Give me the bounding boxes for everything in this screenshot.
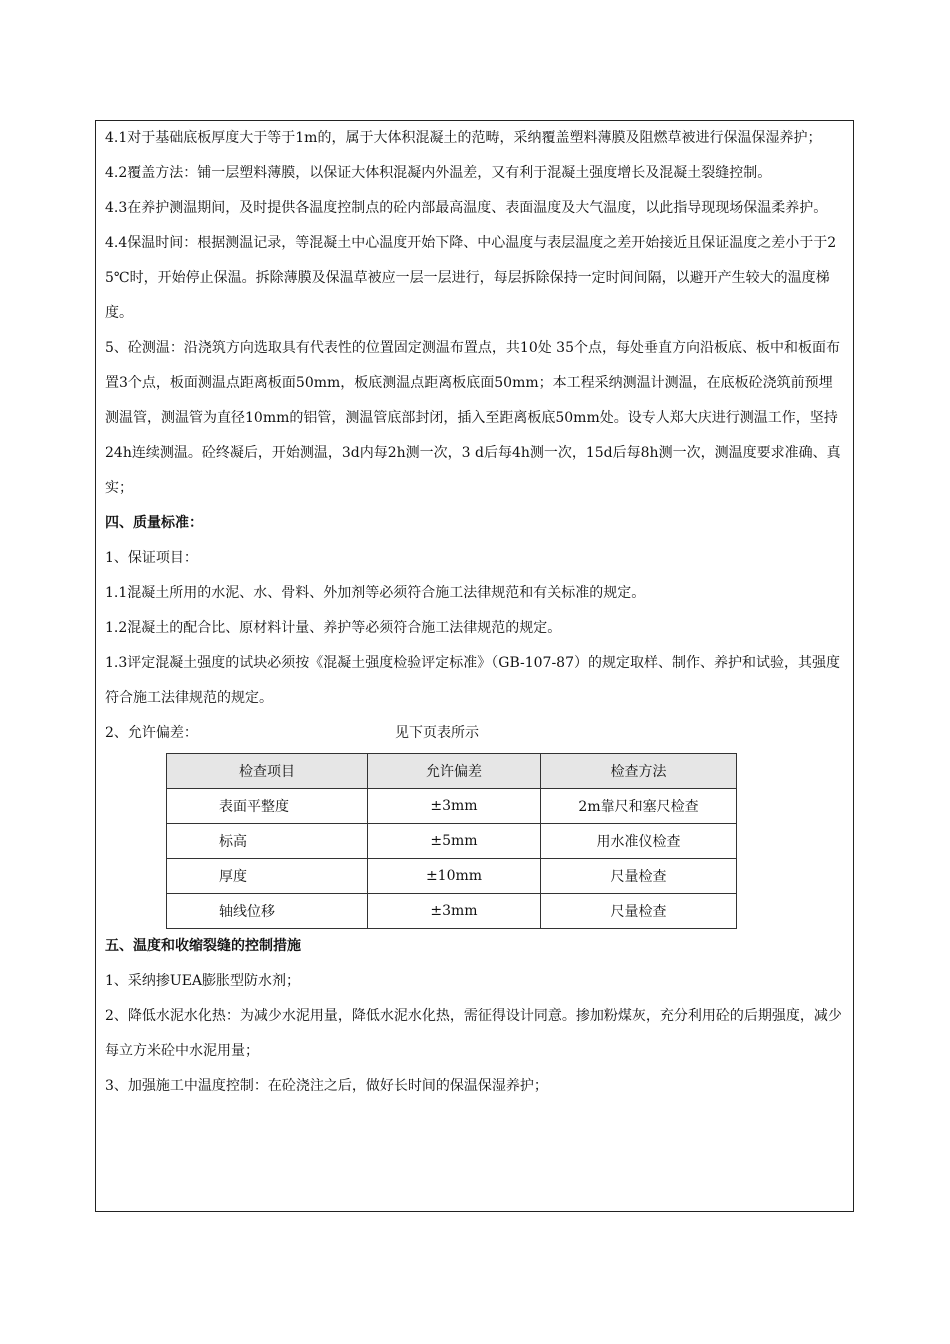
table-row: [167, 859, 737, 894]
paragraph-4-3: 4.3在养护测温期间，及时提供各温度控制点的砼内部最高温度、表面温度及大气温度，以此指导现现场保温柔养护。: [105, 200, 828, 216]
tolerance-table: [166, 753, 737, 929]
table-header: 检查项目: [167, 754, 368, 789]
paragraph-5: 5、砼测温：沿浇筑方向选取具有代表性的位置固定测温布置点，共10处 35个点，每处垂直方向沿板底、板中和板面布置3个点，板面测温点距离板面50mm，板底测温点距离板底面50mm；本工程采纳测温计测温，在底板砼浇筑前预埋测温管，测温管为直径10mm的铝管，测温管底部封闭，插入至距离板底50mm处。设专人郑大庆进行测温工作，坚持24h连续测温。砼终凝后，开始测温，3d内每2h测一次，3 d后每4h测一次，15d后每8h测一次，测温度要求准确、真实；: [105, 340, 841, 496]
table-header: 允许偏差: [368, 754, 541, 789]
table-cell: 2m靠尺和塞尺检查: [541, 789, 737, 824]
table-cell: 表面平整度: [167, 789, 368, 824]
table-row: [167, 824, 737, 859]
item-1-2: 1.2混凝土的配合比、原材料计量、养护等必须符合施工法律规范的规定。: [105, 620, 562, 636]
guarantee-items-label: 1、保证项目：: [105, 550, 198, 566]
table-cell: ±5mm: [368, 824, 541, 859]
table-cell: 厚度: [167, 859, 368, 894]
table-wrapper: [105, 751, 846, 929]
table-cell: ±3mm: [368, 894, 541, 929]
table-cell: 轴线位移: [167, 894, 368, 929]
tolerance-row: [105, 716, 846, 751]
document-frame: [95, 120, 854, 1212]
table-cell: ±3mm: [368, 789, 541, 824]
tolerance-note: 见下页表所示: [395, 725, 479, 741]
section-5-heading: 五、温度和收缩裂缝的控制措施: [105, 938, 301, 954]
paragraph-4-1: 4.1对于基础底板厚度大于等于1m的，属于大体积混凝土的范畴，采纳覆盖塑料薄膜及阻燃草被进行保温保湿养护；: [105, 130, 822, 146]
measure-3: 3、加强施工中温度控制：在砼浇注之后，做好长时间的保温保湿养护；: [105, 1078, 548, 1094]
table-row: [167, 789, 737, 824]
table-cell: 尺量检查: [541, 859, 737, 894]
table-row: [167, 894, 737, 929]
item-1-1: 1.1混凝土所用的水泥、水、骨料、外加剂等必须符合施工法律规范和有关标准的规定。: [105, 585, 646, 601]
tolerance-label: 2、允许偏差：: [105, 725, 198, 741]
table-cell: 尺量检查: [541, 894, 737, 929]
measure-2: 2、降低水泥水化热：为减少水泥用量，降低水泥水化热，需征得设计同意。掺加粉煤灰，充分利用砼的后期强度，减少每立方米砼中水泥用量；: [105, 1008, 842, 1059]
table-cell: ±10mm: [368, 859, 541, 894]
table-header-row: [167, 754, 737, 789]
table-cell: 用水准仪检查: [541, 824, 737, 859]
section-4-heading: 四、质量标准：: [105, 515, 203, 531]
table-cell: 标高: [167, 824, 368, 859]
document-content: [105, 121, 846, 1104]
item-1-3: 1.3评定混凝土强度的试块必须按《混凝土强度检验评定标准》（GB-107-87）的规定取样、制作、养护和试验，其强度符合施工法律规范的规定。: [105, 655, 840, 706]
paragraph-4-2: 4.2覆盖方法：铺一层塑料薄膜，以保证大体积混凝内外温差，又有利于混凝土强度增长及混凝土裂缝控制。: [105, 165, 772, 181]
measure-1: 1、采纳掺UEA膨胀型防水剂；: [105, 973, 301, 989]
paragraph-4-4: 4.4保温时间：根据测温记录，等混凝土中心温度开始下降、中心温度与表层温度之差开始接近且保证温度之差小于于25℃时，开始停止保温。拆除薄膜及保温草被应一层一层进行，每层拆除保持一定时间间隔，以避开产生较大的温度梯度。: [105, 235, 837, 321]
table-header: 检查方法: [541, 754, 737, 789]
